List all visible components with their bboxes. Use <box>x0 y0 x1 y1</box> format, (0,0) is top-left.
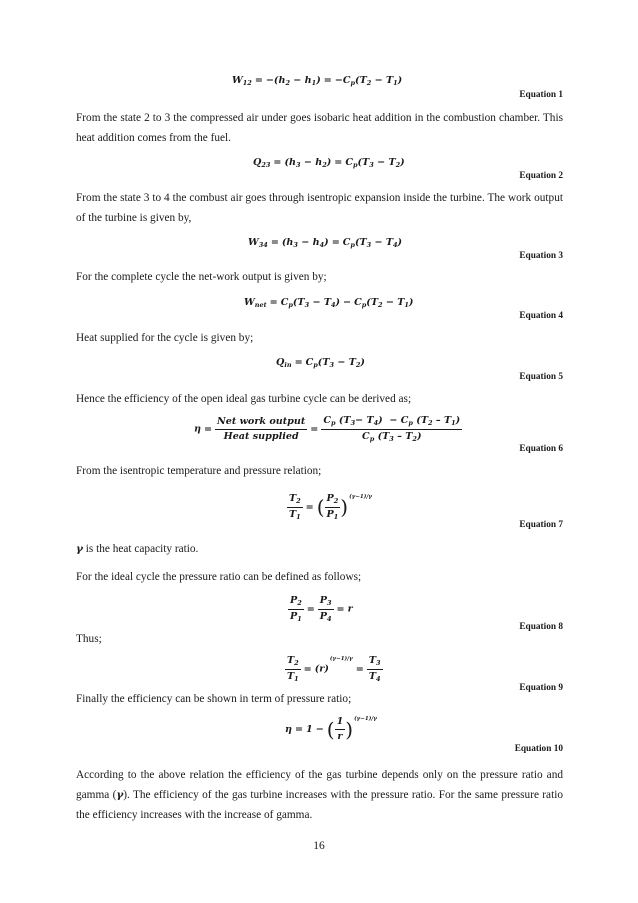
paragraph: From the state 2 to 3 the compressed air under goes isobaric heat addition in the combustion chamber. This heat addition comes from the fuel. <box>76 112 563 144</box>
equation-3: $W_{34} = (h_3 - h_4) = C_p(T_3 - T_4)$ <box>248 237 403 249</box>
equation-7: $\frac{T_2}{T_1}$ = ( $\frac{P_2}{P_1}$ )$^{(\gamma-1)/\gamma}$ <box>289 493 373 521</box>
equation-label: Equation 3 <box>519 251 563 261</box>
paragraph-text: is the heat capacity ratio. <box>85 543 199 555</box>
equation-1: $W_{12} = -(h_2 - h_1) = -C_p(T_2 - T_1)$ <box>232 75 403 87</box>
equation-10: η = 1 − ( $\frac{1}{r}$ )$^{(\gamma-1)/\gamma}$ <box>285 716 377 742</box>
equation-4: $W_{net} = C_p(T_3 - T_4) - C_p(T_2 - T_1)$ <box>244 297 414 309</box>
equation-5: $Q_{in} = C_p(T_3 - T_2)$ <box>276 357 365 369</box>
equation-label: Equation 10 <box>514 744 563 754</box>
equation-9: $\frac{T_2}{T_1}$ = $(r)^{(\gamma-1)/\gamma}=$ $\frac{T_3}{T_4}$ <box>287 655 381 683</box>
paragraph-text: ). The efficiency of the gas turbine increases with the pressure ratio. For the same pressure ratio the efficiency increases with the increase of gamma. <box>76 789 564 821</box>
page-number: 16 <box>313 840 325 852</box>
equation-label: Equation 7 <box>519 520 563 530</box>
paragraph: For the ideal cycle the pressure ratio can be defined as follows; <box>76 571 362 583</box>
equation-label: Equation 2 <box>519 171 563 181</box>
equation-label: Equation 5 <box>519 372 563 382</box>
paragraph-text: According to the above relation the efficiency of the gas turbine depends only on the pressure ratio and gamma ( <box>76 769 563 801</box>
equation-2: $Q_{23} = (h_3 - h_2) = C_p(T_3 - T_2)$ <box>253 157 405 169</box>
gamma-symbol: γ <box>116 789 124 801</box>
paragraph <box>76 539 563 559</box>
gamma-symbol: γ <box>76 543 83 555</box>
equation-label: Equation 1 <box>519 90 563 100</box>
paragraph: Thus; <box>76 633 102 645</box>
paragraph: Heat supplied for the cycle is given by; <box>76 332 254 344</box>
equation-label: Equation 8 <box>519 622 563 632</box>
paragraph: For the complete cycle the net-work output is given by; <box>76 271 327 283</box>
equation-8: $\frac{P_2}{P_1}$ = $\frac{P_3}{P_4}$ = r <box>290 595 353 623</box>
equation-label: Equation 4 <box>519 311 563 321</box>
paragraph: From the isentropic temperature and pressure relation; <box>76 465 322 477</box>
paragraph: Hence the efficiency of the open ideal gas turbine cycle can be derived as; <box>76 393 412 405</box>
equation-6: η = $\frac{\text{Net work output}}{\text{Heat supplied}}$ = $\frac{C_p (T_3- T_4) - C_p (T_2 - T_1)}{C_p (T_3 - T_2)}$ <box>194 415 461 443</box>
paragraph: From the state 3 to 4 the combust air goes through isentropic expansion inside the turbine. The work output of the turbine is given by, <box>76 192 563 224</box>
paragraph: Finally the efficiency can be shown in term of pressure ratio; <box>76 693 352 705</box>
paragraph <box>76 765 563 825</box>
equation-label: Equation 6 <box>519 444 563 454</box>
equation-label: Equation 9 <box>519 683 563 693</box>
